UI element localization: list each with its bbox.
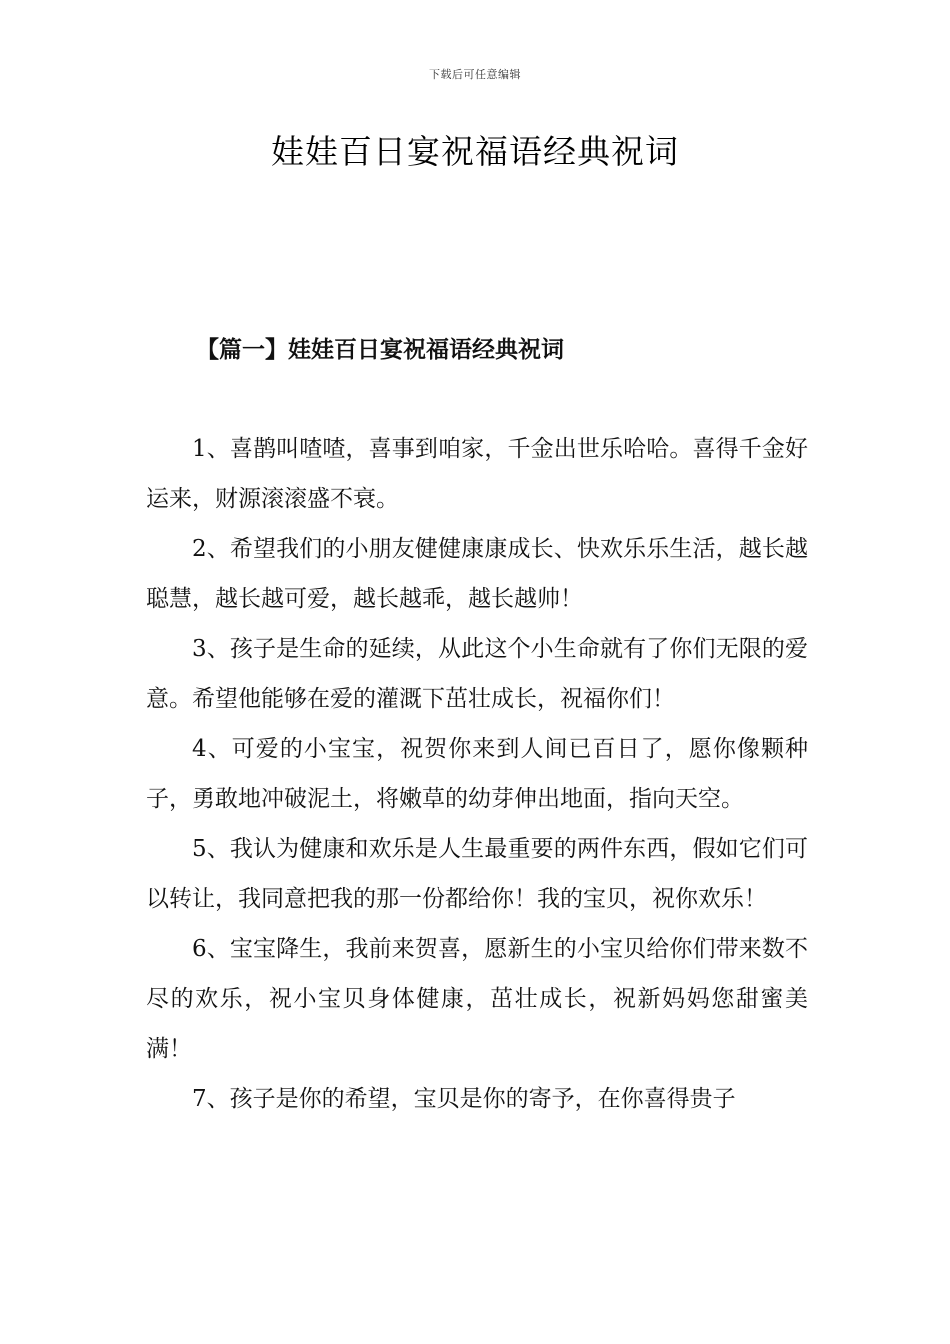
paragraph-6: 6、宝宝降生，我前来贺喜，愿新生的小宝贝给你们带来数不尽的欢乐，祝小宝贝身体健康，茁壮成长，祝新妈妈您甜蜜美满！ bbox=[146, 936, 808, 1062]
paragraph-1: 1、喜鹊叫喳喳，喜事到咱家，千金出世乐哈哈。喜得千金好运来，财源滚滚盛不衰。 bbox=[146, 436, 808, 512]
paragraph-7: 7、孩子是你的希望，宝贝是你的寄予，在你喜得贵子 bbox=[192, 1086, 736, 1112]
paragraph-5: 5、我认为健康和欢乐是人生最重要的两件东西，假如它们可以转让，我同意把我的那一份都给你！我的宝贝，祝你欢乐！ bbox=[146, 836, 808, 912]
paragraph-2: 2、希望我们的小朋友健健康康成长、快欢乐乐生活，越长越聪慧，越长越可爱，越长越乖，越长越帅！ bbox=[146, 536, 808, 612]
header-note: 下载后可任意编辑 bbox=[429, 68, 521, 81]
document-title: 娃娃百日宴祝福语经典祝词 bbox=[271, 132, 679, 171]
paragraph-3: 3、孩子是生命的延续，从此这个小生命就有了你们无限的爱意。希望他能够在爱的灌溉下茁壮成长，祝福你们！ bbox=[146, 636, 808, 712]
paragraph-4: 4、可爱的小宝宝，祝贺你来到人间已百日了，愿你像颗种子，勇敢地冲破泥土，将嫩草的幼芽伸出地面，指向天空。 bbox=[146, 736, 808, 812]
document-body bbox=[146, 424, 808, 1124]
section-heading: 【篇一】娃娃百日宴祝福语经典祝词 bbox=[196, 336, 564, 363]
